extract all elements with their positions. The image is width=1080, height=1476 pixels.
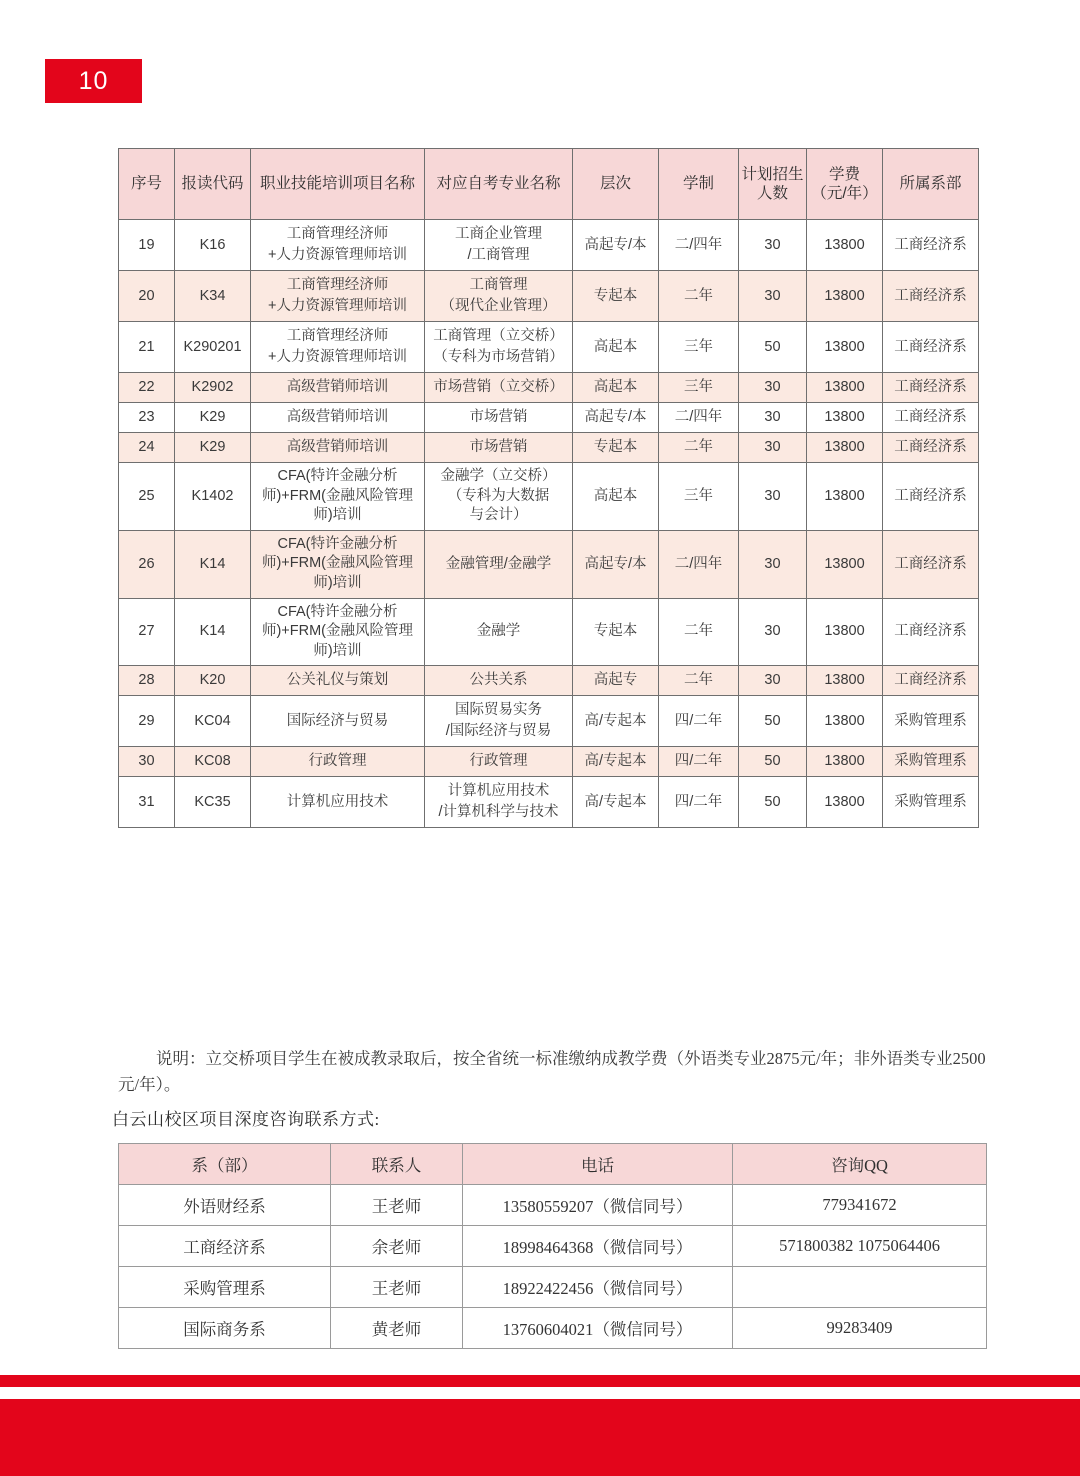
cell-level: 专起本 bbox=[573, 598, 659, 666]
table-row bbox=[119, 530, 979, 598]
cell-major: 金融学（立交桥） （专科为大数据 与会计） bbox=[425, 463, 573, 531]
contact-cell-phone: 13580559207（微信同号） bbox=[463, 1185, 733, 1226]
contact-cell-dept: 工商经济系 bbox=[119, 1226, 331, 1267]
table-row bbox=[119, 322, 979, 373]
cell-fee: 13800 bbox=[807, 322, 883, 373]
cell-plan: 30 bbox=[739, 433, 807, 463]
cell-duration: 四/二年 bbox=[659, 696, 739, 747]
cell-plan: 30 bbox=[739, 530, 807, 598]
cell-major: 金融学 bbox=[425, 598, 573, 666]
cell-program: 公关礼仪与策划 bbox=[251, 666, 425, 696]
cell-level: 高/专起本 bbox=[573, 696, 659, 747]
cell-duration: 四/二年 bbox=[659, 747, 739, 777]
contact-cell-dept: 采购管理系 bbox=[119, 1267, 331, 1308]
cell-major: 市场营销 bbox=[425, 433, 573, 463]
cell-department: 工商经济系 bbox=[883, 530, 979, 598]
cell-major: 国际贸易实务 /国际经济与贸易 bbox=[425, 696, 573, 747]
cell-duration: 二/四年 bbox=[659, 220, 739, 271]
cell-plan: 50 bbox=[739, 696, 807, 747]
cell-fee: 13800 bbox=[807, 598, 883, 666]
contact-table-container bbox=[118, 1143, 986, 1349]
cell-fee: 13800 bbox=[807, 271, 883, 322]
cell-program: 计算机应用技术 bbox=[251, 777, 425, 828]
cell-plan: 30 bbox=[739, 220, 807, 271]
cell-major: 公共关系 bbox=[425, 666, 573, 696]
cell-index: 19 bbox=[119, 220, 175, 271]
cell-code: K14 bbox=[175, 530, 251, 598]
col-header-major: 对应自考专业名称 bbox=[425, 149, 573, 220]
cell-duration: 二/四年 bbox=[659, 530, 739, 598]
cell-major: 工商管理（立交桥） （专科为市场营销） bbox=[425, 322, 573, 373]
col-header-department: 所属系部 bbox=[883, 149, 979, 220]
cell-fee: 13800 bbox=[807, 696, 883, 747]
cell-fee: 13800 bbox=[807, 220, 883, 271]
contact-section-heading: 白云山校区项目深度咨询联系方式: bbox=[112, 1110, 380, 1129]
cell-index: 23 bbox=[119, 403, 175, 433]
cell-code: KC08 bbox=[175, 747, 251, 777]
cell-duration: 二/四年 bbox=[659, 403, 739, 433]
cell-duration: 三年 bbox=[659, 463, 739, 531]
cell-plan: 30 bbox=[739, 598, 807, 666]
programme-table bbox=[118, 148, 979, 828]
cell-duration: 二年 bbox=[659, 666, 739, 696]
cell-program: 工商管理经济师 +人力资源管理师培训 bbox=[251, 271, 425, 322]
col-header-code: 报读代码 bbox=[175, 149, 251, 220]
cell-index: 31 bbox=[119, 777, 175, 828]
table-row bbox=[119, 403, 979, 433]
contact-cell-qq bbox=[733, 1267, 987, 1308]
contact-table bbox=[118, 1143, 987, 1349]
cell-department: 采购管理系 bbox=[883, 777, 979, 828]
table-header-row bbox=[119, 149, 979, 220]
footer-stripe-thin bbox=[0, 1375, 1080, 1387]
cell-fee: 13800 bbox=[807, 777, 883, 828]
cell-fee: 13800 bbox=[807, 403, 883, 433]
cell-level: 高/专起本 bbox=[573, 747, 659, 777]
cell-plan: 30 bbox=[739, 666, 807, 696]
cell-index: 30 bbox=[119, 747, 175, 777]
cell-major: 工商企业管理 /工商管理 bbox=[425, 220, 573, 271]
cell-program: 行政管理 bbox=[251, 747, 425, 777]
cell-department: 工商经济系 bbox=[883, 463, 979, 531]
cell-plan: 30 bbox=[739, 463, 807, 531]
contact-cell-qq: 779341672 bbox=[733, 1185, 987, 1226]
cell-code: K2902 bbox=[175, 373, 251, 403]
cell-code: K14 bbox=[175, 598, 251, 666]
cell-major: 工商管理 （现代企业管理） bbox=[425, 271, 573, 322]
cell-department: 工商经济系 bbox=[883, 322, 979, 373]
contact-cell-qq: 571800382 1075064406 bbox=[733, 1226, 987, 1267]
contact-cell-dept: 国际商务系 bbox=[119, 1308, 331, 1349]
cell-code: K16 bbox=[175, 220, 251, 271]
contact-table-body bbox=[119, 1185, 987, 1349]
cell-level: 高起本 bbox=[573, 463, 659, 531]
cell-plan: 50 bbox=[739, 747, 807, 777]
page-number-badge: 10 bbox=[45, 59, 142, 103]
cell-duration: 二年 bbox=[659, 598, 739, 666]
col-header-contact-person: 联系人 bbox=[331, 1144, 463, 1185]
table-row bbox=[119, 433, 979, 463]
table-row bbox=[119, 747, 979, 777]
contact-table-row bbox=[119, 1226, 987, 1267]
cell-code: K34 bbox=[175, 271, 251, 322]
note-paragraph: 说明：立交桥项目学生在被成教录取后，按全省统一标准缴纳成教学费（外语类专业2875元/年；非外语类专业2500元/年）。 bbox=[118, 1049, 986, 1095]
cell-index: 27 bbox=[119, 598, 175, 666]
col-header-contact-dept: 系（部） bbox=[119, 1144, 331, 1185]
cell-code: K20 bbox=[175, 666, 251, 696]
col-header-level: 层次 bbox=[573, 149, 659, 220]
cell-plan: 30 bbox=[739, 373, 807, 403]
contact-header-row bbox=[119, 1144, 987, 1185]
table-row bbox=[119, 598, 979, 666]
contact-cell-phone: 18998464368（微信同号） bbox=[463, 1226, 733, 1267]
cell-code: KC35 bbox=[175, 777, 251, 828]
cell-major: 金融管理/金融学 bbox=[425, 530, 573, 598]
cell-level: 高起专/本 bbox=[573, 530, 659, 598]
cell-program: 高级营销师培训 bbox=[251, 433, 425, 463]
cell-index: 24 bbox=[119, 433, 175, 463]
cell-index: 28 bbox=[119, 666, 175, 696]
cell-duration: 二年 bbox=[659, 433, 739, 463]
cell-program: 高级营销师培训 bbox=[251, 403, 425, 433]
cell-code: K29 bbox=[175, 433, 251, 463]
cell-plan: 50 bbox=[739, 777, 807, 828]
contact-table-head bbox=[119, 1144, 987, 1185]
cell-plan: 30 bbox=[739, 271, 807, 322]
cell-index: 25 bbox=[119, 463, 175, 531]
col-header-contact-phone: 电话 bbox=[463, 1144, 733, 1185]
cell-code: K29 bbox=[175, 403, 251, 433]
col-header-program: 职业技能培训项目名称 bbox=[251, 149, 425, 220]
cell-fee: 13800 bbox=[807, 433, 883, 463]
cell-department: 工商经济系 bbox=[883, 403, 979, 433]
footer-band-thick bbox=[0, 1399, 1080, 1476]
col-header-fee: 学费 （元/年） bbox=[807, 149, 883, 220]
cell-program: CFA(特许金融分析 师)+FRM(金融风险管理 师)培训 bbox=[251, 463, 425, 531]
cell-duration: 三年 bbox=[659, 322, 739, 373]
cell-level: 专起本 bbox=[573, 271, 659, 322]
cell-department: 工商经济系 bbox=[883, 598, 979, 666]
cell-level: 高/专起本 bbox=[573, 777, 659, 828]
cell-level: 高起专/本 bbox=[573, 403, 659, 433]
cell-department: 工商经济系 bbox=[883, 433, 979, 463]
col-header-duration: 学制 bbox=[659, 149, 739, 220]
contact-table-row bbox=[119, 1267, 987, 1308]
cell-code: K290201 bbox=[175, 322, 251, 373]
col-header-contact-qq: 咨询QQ bbox=[733, 1144, 987, 1185]
contact-cell-person: 黄老师 bbox=[331, 1308, 463, 1349]
cell-department: 采购管理系 bbox=[883, 696, 979, 747]
cell-code: KC04 bbox=[175, 696, 251, 747]
contact-cell-dept: 外语财经系 bbox=[119, 1185, 331, 1226]
cell-fee: 13800 bbox=[807, 373, 883, 403]
cell-department: 工商经济系 bbox=[883, 271, 979, 322]
cell-program: 国际经济与贸易 bbox=[251, 696, 425, 747]
cell-index: 21 bbox=[119, 322, 175, 373]
contact-cell-phone: 13760604021（微信同号） bbox=[463, 1308, 733, 1349]
cell-major: 计算机应用技术 /计算机科学与技术 bbox=[425, 777, 573, 828]
cell-fee: 13800 bbox=[807, 747, 883, 777]
cell-level: 高起专 bbox=[573, 666, 659, 696]
cell-program: 工商管理经济师 +人力资源管理师培训 bbox=[251, 220, 425, 271]
contact-cell-person: 王老师 bbox=[331, 1185, 463, 1226]
col-header-index: 序号 bbox=[119, 149, 175, 220]
contact-table-row bbox=[119, 1308, 987, 1349]
table-row bbox=[119, 271, 979, 322]
contact-cell-person: 余老师 bbox=[331, 1226, 463, 1267]
cell-fee: 13800 bbox=[807, 463, 883, 531]
table-row bbox=[119, 696, 979, 747]
cell-index: 29 bbox=[119, 696, 175, 747]
cell-department: 采购管理系 bbox=[883, 747, 979, 777]
cell-plan: 30 bbox=[739, 403, 807, 433]
cell-level: 高起本 bbox=[573, 322, 659, 373]
cell-code: K1402 bbox=[175, 463, 251, 531]
cell-index: 22 bbox=[119, 373, 175, 403]
cell-department: 工商经济系 bbox=[883, 666, 979, 696]
cell-level: 高起本 bbox=[573, 373, 659, 403]
cell-major: 市场营销（立交桥） bbox=[425, 373, 573, 403]
cell-index: 26 bbox=[119, 530, 175, 598]
cell-department: 工商经济系 bbox=[883, 373, 979, 403]
cell-duration: 四/二年 bbox=[659, 777, 739, 828]
table-row bbox=[119, 777, 979, 828]
table-row bbox=[119, 373, 979, 403]
cell-level: 专起本 bbox=[573, 433, 659, 463]
cell-program: CFA(特许金融分析 师)+FRM(金融风险管理 师)培训 bbox=[251, 598, 425, 666]
cell-program: CFA(特许金融分析 师)+FRM(金融风险管理 师)培训 bbox=[251, 530, 425, 598]
contact-table-row bbox=[119, 1185, 987, 1226]
col-header-plan: 计划招生 人数 bbox=[739, 149, 807, 220]
cell-duration: 二年 bbox=[659, 271, 739, 322]
contact-cell-person: 王老师 bbox=[331, 1267, 463, 1308]
cell-major: 行政管理 bbox=[425, 747, 573, 777]
cell-program: 工商管理经济师 +人力资源管理师培训 bbox=[251, 322, 425, 373]
cell-plan: 50 bbox=[739, 322, 807, 373]
programme-table-body bbox=[119, 220, 979, 828]
cell-program: 高级营销师培训 bbox=[251, 373, 425, 403]
table-row bbox=[119, 463, 979, 531]
cell-fee: 13800 bbox=[807, 530, 883, 598]
cell-duration: 三年 bbox=[659, 373, 739, 403]
cell-major: 市场营销 bbox=[425, 403, 573, 433]
cell-department: 工商经济系 bbox=[883, 220, 979, 271]
cell-level: 高起专/本 bbox=[573, 220, 659, 271]
table-row bbox=[119, 220, 979, 271]
programme-table-head bbox=[119, 149, 979, 220]
contact-cell-phone: 18922422456（微信同号） bbox=[463, 1267, 733, 1308]
cell-fee: 13800 bbox=[807, 666, 883, 696]
cell-index: 20 bbox=[119, 271, 175, 322]
programme-table-container bbox=[118, 148, 978, 828]
table-row bbox=[119, 666, 979, 696]
contact-cell-qq: 99283409 bbox=[733, 1308, 987, 1349]
